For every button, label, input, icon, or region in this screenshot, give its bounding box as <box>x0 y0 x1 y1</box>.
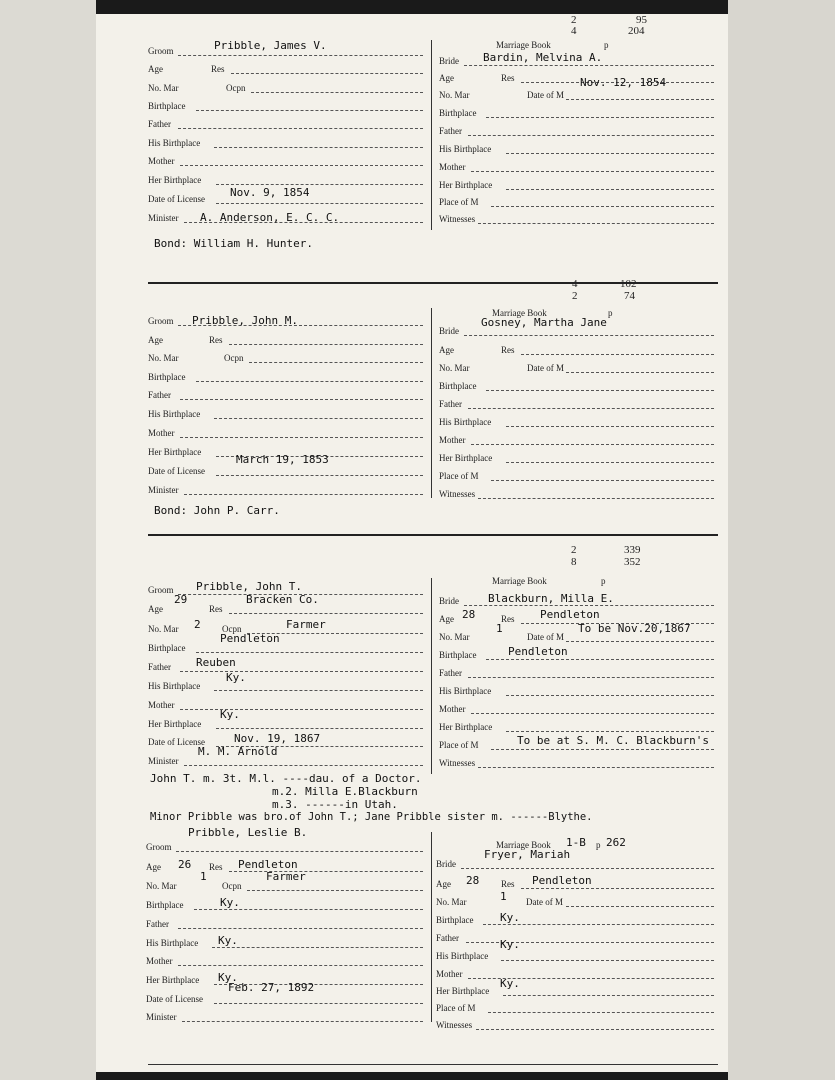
bride-his-birthplace-line <box>501 960 714 961</box>
date-of-m-label: Date of M <box>526 897 563 907</box>
license-date: Nov. 19, 1867 <box>234 732 321 745</box>
bride-mother-label: Mother <box>439 704 466 714</box>
minister-line <box>182 1021 423 1022</box>
groom-no-mar: 1 <box>200 870 207 883</box>
her-birthplace-label: Her Birthplace <box>148 447 202 457</box>
place-of-m-label: Place of M <box>439 740 479 750</box>
witnesses-label: Witnesses <box>439 758 476 768</box>
mother-line <box>180 437 423 438</box>
minister-line <box>184 494 423 495</box>
book-number-bottom: 2 <box>572 290 578 302</box>
mother-line <box>180 165 423 166</box>
bride-her-birthplace-line <box>503 995 714 996</box>
groom-name: Pribble, James V. <box>214 39 327 52</box>
witnesses-line <box>478 767 714 768</box>
book-number-bottom: 8 <box>571 556 577 568</box>
bride-birthplace: Ky. <box>500 911 520 924</box>
bride-his-birthplace-line <box>506 153 714 154</box>
bride-father-line <box>468 677 714 678</box>
mother-label: Mother <box>148 156 175 166</box>
birthplace-line <box>196 381 423 382</box>
date-of-m-line <box>566 906 714 907</box>
witnesses-line <box>478 223 714 224</box>
bride-father-label: Father <box>439 399 462 409</box>
bride-her-birthplace-label: Her Birthplace <box>436 986 490 996</box>
marriage-record-sheet <box>96 14 728 1072</box>
license-line <box>216 475 423 476</box>
no-mar-label: No. Mar <box>148 353 179 363</box>
age-label: Age <box>148 604 163 614</box>
no-mar-label: No. Mar <box>146 881 177 891</box>
column-divider <box>431 40 432 230</box>
ocpn-label: Ocpn <box>224 353 244 363</box>
bond-note: Bond: William H. Hunter. <box>154 237 313 250</box>
her-birthplace-line <box>216 728 423 729</box>
book-number-top: 2 <box>571 544 577 556</box>
bride-label: Bride <box>436 859 456 869</box>
age-label: Age <box>148 64 163 74</box>
bride-label: Bride <box>439 596 459 606</box>
his-birthplace-line <box>212 947 423 948</box>
father-line <box>180 399 423 400</box>
bride-res-label: Res <box>501 73 515 83</box>
date-of-m-line <box>566 99 714 100</box>
ocpn-label: Ocpn <box>226 83 246 93</box>
bride-her-birthplace-line <box>506 189 714 190</box>
page-number-bottom: 352 <box>624 556 641 568</box>
marriage-book-label: Marriage Book <box>492 308 547 318</box>
her-birthplace-label: Her Birthplace <box>148 175 202 185</box>
note-line-4: Minor Pribble was bro.of John T.; Jane Pribble sister m. ------Blythe. <box>150 811 593 823</box>
ocpn-line <box>249 362 423 363</box>
date-of-m-label: Date of M <box>527 363 564 373</box>
birthplace-label: Birthplace <box>148 643 186 653</box>
groom-res: Bracken Co. <box>246 593 319 606</box>
groom-age: 26 <box>178 858 192 871</box>
page-label: p <box>604 40 609 50</box>
bride-res-label: Res <box>501 879 515 889</box>
groom-res: Pendleton <box>238 858 298 871</box>
father-label: Father <box>148 662 171 672</box>
witnesses-label: Witnesses <box>439 214 476 224</box>
marriage-record-3 <box>96 536 728 826</box>
marriage-date: Nov. 12, 1854 <box>580 76 667 89</box>
res-line <box>229 613 423 614</box>
bride-birthplace-label: Birthplace <box>439 108 477 118</box>
bride-res-line <box>521 354 714 355</box>
bride-line <box>464 335 714 336</box>
bride-no-mar: 1 <box>500 890 507 903</box>
bride-line <box>464 605 714 606</box>
bride-birthplace-line <box>486 390 714 391</box>
bride-line <box>461 868 714 869</box>
license-label: Date of License <box>148 737 205 747</box>
marriage-page-value: 262 <box>606 836 626 849</box>
minister-label: Minister <box>148 485 179 495</box>
license-line <box>216 203 423 204</box>
bride-father-label: Father <box>439 126 462 136</box>
bride-father-label: Father <box>439 668 462 678</box>
note-line-1: John T. m. 3t. M.l. ----dau. of a Doctor. <box>150 772 422 785</box>
his-birthplace-label: His Birthplace <box>148 409 201 419</box>
groom-her-birthplace: Ky. <box>220 708 240 721</box>
license-date: March 19, 1853 <box>236 453 329 466</box>
bride-birthplace: Pendleton <box>508 645 568 658</box>
column-divider <box>431 308 432 498</box>
res-line <box>229 344 423 345</box>
page-label: p <box>601 576 606 586</box>
bride-res-label: Res <box>501 345 515 355</box>
bride-his-birthplace-line <box>506 426 714 427</box>
father-label: Father <box>148 390 171 400</box>
birthplace-line <box>196 110 423 111</box>
marriage-book-label: Marriage Book <box>496 40 551 50</box>
mother-line <box>180 709 423 710</box>
birthplace-label: Birthplace <box>146 900 184 910</box>
license-date: Nov. 9, 1854 <box>230 186 310 199</box>
bride-age-label: Age <box>439 345 454 355</box>
place-of-m-label: Place of M <box>439 197 479 207</box>
marriage-record-2 <box>96 276 728 536</box>
witnesses-line <box>478 498 714 499</box>
her-birthplace-label: Her Birthplace <box>148 719 202 729</box>
bride-his-birthplace: Ky. <box>500 938 520 951</box>
bond-note: Bond: John P. Carr. <box>154 504 280 517</box>
his-birthplace-label: His Birthplace <box>148 681 201 691</box>
bride-father-line <box>468 408 714 409</box>
license-label: Date of License <box>148 194 205 204</box>
bride-no-mar-label: No. Mar <box>436 897 467 907</box>
place-of-m-line <box>491 480 714 481</box>
license-label: Date of License <box>148 466 205 476</box>
ocpn-line <box>251 92 423 93</box>
groom-label: Groom <box>148 585 174 595</box>
marriage-record-1 <box>96 14 728 276</box>
bride-mother-line <box>471 713 714 714</box>
bride-mother-label: Mother <box>439 435 466 445</box>
father-line <box>180 671 423 672</box>
license-label: Date of License <box>146 994 203 1004</box>
groom-birthplace: Ky. <box>220 896 240 909</box>
father-line <box>178 928 423 929</box>
marriage-book-label: Marriage Book <box>496 840 551 850</box>
bride-mother-line <box>471 171 714 172</box>
bride-age: 28 <box>466 874 480 887</box>
no-mar-label: No. Mar <box>148 624 179 634</box>
ocpn-line <box>247 890 423 891</box>
res-line <box>231 73 423 74</box>
bride-name: Blackburn, Milla E. <box>488 592 614 605</box>
license-line <box>214 1003 423 1004</box>
groom-label: Groom <box>146 842 172 852</box>
bride-her-birthplace: Ky. <box>500 977 520 990</box>
groom-age: 29 <box>174 593 188 606</box>
bride-line <box>464 65 714 66</box>
age-label: Age <box>146 862 161 872</box>
age-label: Age <box>148 335 163 345</box>
bride-birthplace-label: Birthplace <box>436 915 474 925</box>
groom-label: Groom <box>148 46 174 56</box>
bride-no-mar-label: No. Mar <box>439 363 470 373</box>
mother-label: Mother <box>148 700 175 710</box>
bride-birthplace-line <box>486 117 714 118</box>
note-line-3: m.3. ------in Utah. <box>272 798 398 811</box>
res-label: Res <box>209 335 223 345</box>
minister-label: Minister <box>148 756 179 766</box>
page-label: p <box>608 308 613 318</box>
groom-label: Groom <box>148 316 174 326</box>
father-label: Father <box>146 919 169 929</box>
bride-his-birthplace-label: His Birthplace <box>439 417 492 427</box>
column-divider <box>431 578 432 774</box>
place-of-m-label: Place of M <box>439 471 479 481</box>
bride-res-label: Res <box>501 614 515 624</box>
page-number-bottom: 74 <box>624 290 635 302</box>
place-of-m-label: Place of M <box>436 1003 476 1013</box>
res-label: Res <box>209 604 223 614</box>
marriage-book-label: Marriage Book <box>492 576 547 586</box>
bottom-rule <box>148 1064 718 1065</box>
place-of-m-line <box>488 1012 714 1013</box>
groom-line <box>178 55 423 56</box>
bride-her-birthplace-line <box>506 731 714 732</box>
marriage-book-value: 1-B <box>566 836 586 849</box>
his-birthplace-label: His Birthplace <box>148 138 201 148</box>
his-birthplace-line <box>214 147 423 148</box>
groom-name: Pribble, Leslie B. <box>188 826 308 839</box>
minister-label: Minister <box>146 1012 177 1022</box>
note-line-2: m.2. Milla E.Blackburn <box>272 785 418 798</box>
date-of-m-label: Date of M <box>527 632 564 642</box>
book-number-top: 2 <box>571 14 577 26</box>
groom-his-birthplace: Ky. <box>218 934 238 947</box>
birthplace-label: Birthplace <box>148 101 186 111</box>
her-birthplace-line <box>216 184 423 185</box>
bride-birthplace-line <box>483 924 714 925</box>
groom-his-birthplace: Ky. <box>226 671 246 684</box>
bride-mother-line <box>471 444 714 445</box>
her-birthplace-label: Her Birthplace <box>146 975 200 985</box>
bride-label: Bride <box>439 326 459 336</box>
bride-no-mar-label: No. Mar <box>439 632 470 642</box>
bride-age-label: Age <box>439 614 454 624</box>
his-birthplace-line <box>214 418 423 419</box>
book-number-top: 4 <box>572 278 578 290</box>
bride-father-line <box>468 135 714 136</box>
bride-mother-label: Mother <box>439 162 466 172</box>
license-date: Feb. 27, 1892 <box>228 981 315 994</box>
father-line <box>178 128 423 129</box>
place-of-m-line <box>491 749 714 750</box>
date-of-m-line <box>566 372 714 373</box>
birthplace-label: Birthplace <box>148 372 186 382</box>
bride-mother-label: Mother <box>436 969 463 979</box>
mother-label: Mother <box>146 956 173 966</box>
bride-his-birthplace-line <box>506 695 714 696</box>
minister-name: M. M. Arnold <box>198 745 278 758</box>
bride-age-label: Age <box>436 879 451 889</box>
minister-label: Minister <box>148 213 179 223</box>
groom-ocpn: Farmer <box>266 870 306 883</box>
bride-his-birthplace-label: His Birthplace <box>439 686 492 696</box>
groom-no-mar: 2 <box>194 618 201 631</box>
minister-name: A. Anderson, E. C. C. <box>200 211 340 224</box>
page-number-top: 339 <box>624 544 641 556</box>
bride-birthplace-line <box>486 659 714 660</box>
father-label: Father <box>148 119 171 129</box>
res-label: Res <box>211 64 225 74</box>
bride-no-mar-label: No. Mar <box>439 90 470 100</box>
book-number-bottom: 4 <box>571 25 577 37</box>
page-label: p <box>596 840 601 850</box>
mother-line <box>178 965 423 966</box>
marriage-date: To be Nov.20,1867 <box>578 622 691 635</box>
groom-father: Reuben <box>196 656 236 669</box>
groom-name: Pribble, John M. <box>192 314 298 327</box>
mother-label: Mother <box>148 428 175 438</box>
marriage-record-4 <box>96 822 728 1072</box>
his-birthplace-label: His Birthplace <box>146 938 199 948</box>
bride-age-label: Age <box>439 73 454 83</box>
groom-her-birthplace: Ky. <box>218 971 238 984</box>
bride-name: Fryer, Mariah <box>484 848 571 861</box>
witnesses-label: Witnesses <box>436 1020 473 1030</box>
witnesses-label: Witnesses <box>439 489 476 499</box>
scan-left-margin <box>0 0 96 1080</box>
birthplace-line <box>196 652 423 653</box>
bride-res-line <box>521 888 714 889</box>
witnesses-line <box>476 1029 714 1030</box>
bride-res: Pendleton <box>532 874 592 887</box>
place-of-m-line <box>491 206 714 207</box>
no-mar-label: No. Mar <box>148 83 179 93</box>
minister-line <box>184 765 423 766</box>
bride-label: Bride <box>439 56 459 66</box>
scan-right-margin <box>728 0 835 1080</box>
bride-her-birthplace-label: Her Birthplace <box>439 180 493 190</box>
bride-name: Gosney, Martha Jane <box>481 316 607 329</box>
ocpn-label: Ocpn <box>222 881 242 891</box>
page-number-top: 95 <box>636 14 647 26</box>
date-of-m-label: Date of M <box>527 90 564 100</box>
bride-his-birthplace-label: His Birthplace <box>436 951 489 961</box>
groom-name: Pribble, John T. <box>196 580 302 593</box>
bride-name: Bardin, Melvina A. <box>483 51 603 64</box>
birthplace-line <box>194 909 423 910</box>
bride-her-birthplace-label: Her Birthplace <box>439 453 493 463</box>
his-birthplace-line <box>214 690 423 691</box>
column-divider <box>431 832 432 1022</box>
bride-her-birthplace-label: Her Birthplace <box>439 722 493 732</box>
bride-father-label: Father <box>436 933 459 943</box>
bride-birthplace-label: Birthplace <box>439 650 477 660</box>
bride-res: Pendleton <box>540 608 600 621</box>
res-line <box>229 871 423 872</box>
bride-birthplace-label: Birthplace <box>439 381 477 391</box>
bride-no-mar: 1 <box>496 622 503 635</box>
ocpn-label: Ocpn <box>222 624 242 634</box>
res-label: Res <box>209 862 223 872</box>
groom-line <box>176 851 423 852</box>
groom-ocpn: Farmer <box>286 618 326 631</box>
date-of-m-line <box>566 641 714 642</box>
bride-his-birthplace-label: His Birthplace <box>439 144 492 154</box>
groom-birthplace: Pendleton <box>220 632 280 645</box>
page-number-top: 102 <box>620 278 637 290</box>
bride-her-birthplace-line <box>506 462 714 463</box>
page-number-bottom: 204 <box>628 25 645 37</box>
bride-age: 28 <box>462 608 476 621</box>
place-of-m-value: To be at S. M. C. Blackburn's <box>517 734 710 747</box>
